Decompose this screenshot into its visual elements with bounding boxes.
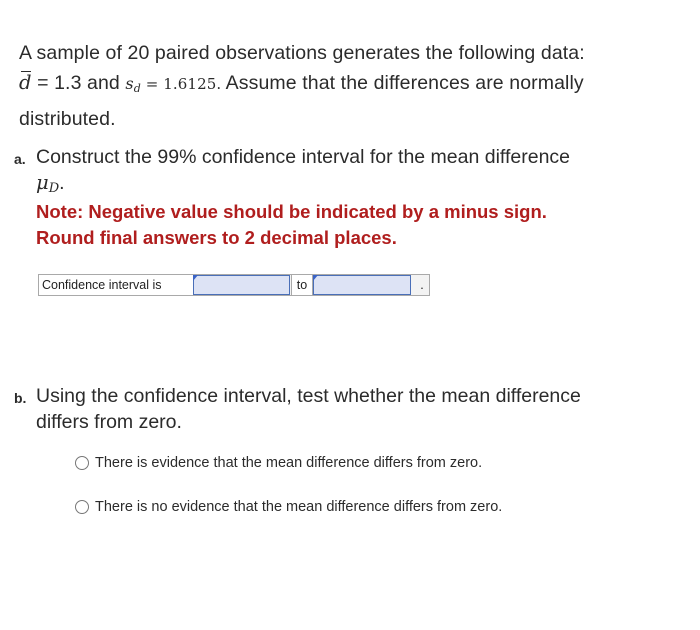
rounding-note [36, 199, 656, 251]
radio-no-evidence[interactable] [75, 500, 89, 514]
ci-lower-input[interactable] [193, 275, 290, 295]
problem-line-1: A sample of 20 paired observations generates the following data: [19, 42, 585, 64]
problem-line-3: distributed. [19, 108, 116, 130]
option-evidence[interactable] [75, 455, 482, 471]
radio-evidence[interactable] [75, 456, 89, 470]
confidence-interval-row [38, 274, 430, 296]
ci-to-label: to [291, 275, 313, 295]
problem-line-2 [19, 68, 679, 104]
sd-subscript: d [133, 82, 141, 95]
problem-line-2-rest: Assume that the differences are normally [221, 72, 584, 94]
note-line-1: Note: Negative value should be indicated by a minus sign. [36, 201, 547, 222]
part-a-question [36, 144, 570, 202]
option-no-evidence-label: There is no evidence that the mean difference differs from zero. [95, 499, 503, 515]
part-b-question-line-2: differs from zero. [36, 411, 182, 433]
confidence-interval-label: Confidence interval is [39, 275, 196, 295]
part-a-question-text: Construct the 99% confidence interval for the mean difference [36, 146, 571, 168]
ci-end-period: . [420, 278, 424, 292]
problem-statement [19, 38, 679, 134]
mu-d-symbol: $\mu_D$. [36, 171, 65, 196]
part-b-label: b. [14, 390, 27, 406]
note-line-2: Round final answers to 2 decimal places. [36, 227, 397, 248]
d-bar-value: = 1.3 and [31, 72, 126, 94]
option-no-evidence[interactable] [75, 499, 502, 515]
d-bar-symbol: d [19, 68, 32, 98]
option-evidence-label: There is evidence that the mean difference differs from zero. [95, 455, 483, 471]
part-b-question-line-1: Using the confidence interval, test whether the mean difference [36, 385, 581, 407]
part-b-question [36, 383, 581, 435]
sd-symbol: s [125, 74, 134, 93]
ci-upper-input[interactable] [313, 275, 411, 295]
sd-value: = 1.6125. [140, 75, 222, 93]
part-a-label: a. [14, 151, 26, 167]
